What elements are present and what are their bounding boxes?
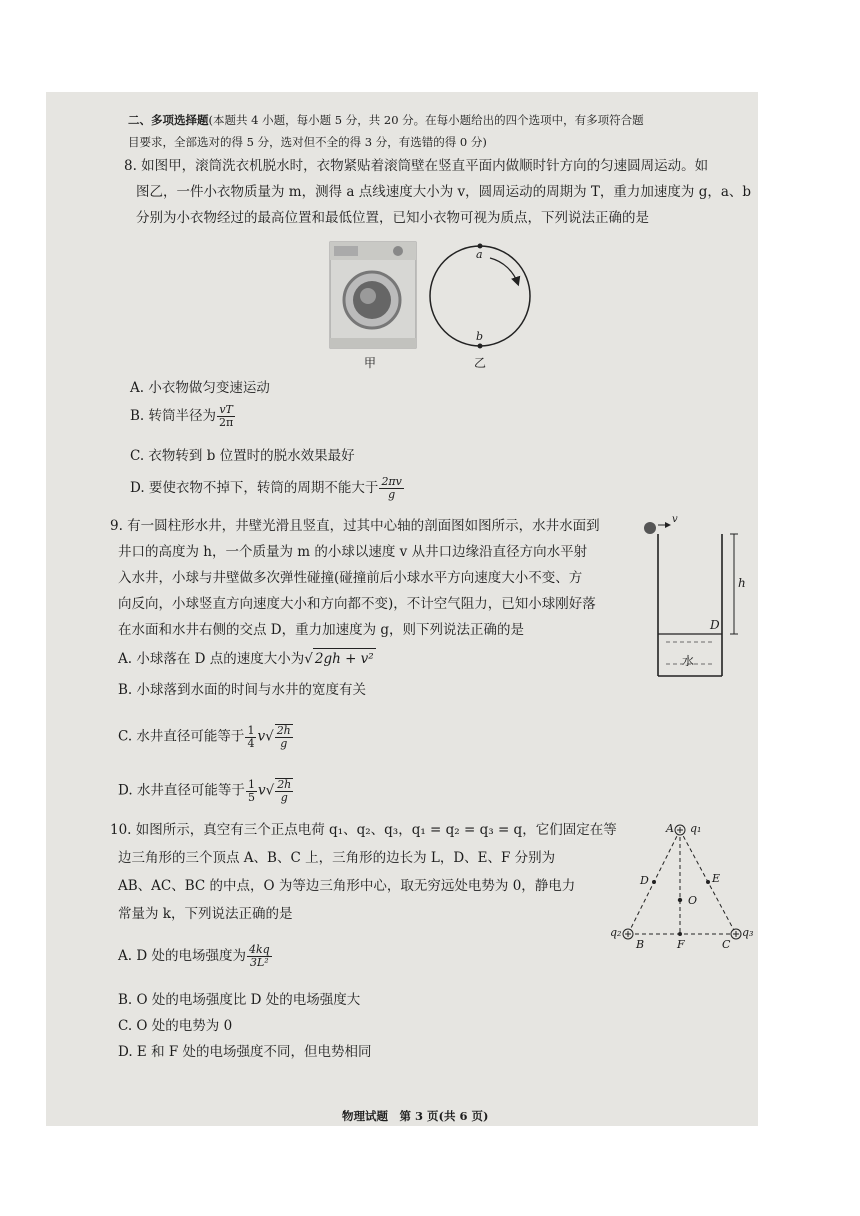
q9-d-rad-num: 2h <box>277 778 292 791</box>
q10-option-a <box>118 944 273 969</box>
midpoint-f-label: F <box>677 938 685 951</box>
midpoint-e-label: E <box>712 872 721 885</box>
q9-stem-line1: 9. 有一圆柱形水井，井壁光滑且竖直，过其中心轴的剖面图如图所示，水井水面到 <box>110 518 600 534</box>
q9-option-c: C. 水井直径可能等于 $\frac{1}{4}$ v√ $\frac{2h}{g}$ <box>118 723 291 750</box>
section-header <box>128 110 644 130</box>
charge-q2-label: q₂ <box>610 926 622 939</box>
q10-a-denominator: 3L² <box>249 956 269 969</box>
q9-c-coef-den: 4 <box>247 736 255 750</box>
q9-d-rad-den: g <box>280 791 288 804</box>
vertex-c-label: C <box>722 938 731 951</box>
q9-d-radical <box>275 778 293 804</box>
q8-option-b <box>130 404 236 434</box>
q8-d-denominator: g <box>388 488 396 501</box>
q9-c-rad-num: 2h <box>276 724 291 737</box>
q8-stem-line2: 图乙，一件小衣物质量为 m，测得 a 点线速度大小为 v，圆周运动的周期为 T，重力加速度为 g，a、b <box>136 184 752 200</box>
q9-d-coefficient <box>246 779 257 804</box>
q8-option-d-fraction <box>379 476 403 501</box>
q10-option-a-text: A. D 处的电场强度为 <box>118 948 246 964</box>
q9-option-b: B. 小球落到水面的时间与水井的宽度有关 <box>118 682 367 698</box>
vertex-a-label: A <box>666 822 674 835</box>
q9-d-v: v <box>257 782 266 799</box>
q9-c-v: v <box>257 728 266 745</box>
q9-stem-line3: 入水井，小球与井壁做多次弹性碰撞(碰撞前后小球水平方向速度大小不变、方 <box>118 570 583 586</box>
midpoint-d-label: D <box>640 874 649 887</box>
q8-d-numerator: 2πv <box>381 475 402 488</box>
q8-stem-line3: 分别为小衣物经过的最高位置和最低位置，已知小衣物可视为质点，下列说法正确的是 <box>136 210 649 226</box>
q8-option-b-text: B. 转筒半径为 <box>130 408 217 424</box>
q9-c-coefficient <box>245 725 256 750</box>
vertex-b-label: B <box>636 938 645 951</box>
q9-stem-line5: 在水面和水井右侧的交点 D，重力加速度为 g，则下列说法正确的是 <box>118 622 525 638</box>
q8-option-d <box>130 476 405 501</box>
q9-option-a-radicand: 2gh + v² <box>313 648 376 669</box>
q8-option-b-fraction <box>217 404 235 429</box>
q9-c-radical <box>275 724 293 750</box>
q9-option-a: A. 小球落在 D 点的速度大小为√ 2gh + v² <box>118 648 376 669</box>
section-heading: 二、多项选择题 <box>128 113 209 127</box>
q9-c-rad-den: g <box>280 737 288 750</box>
exam-page <box>46 92 758 1126</box>
washing-machine-figure <box>328 240 420 352</box>
well-water-label: 水 <box>682 654 695 668</box>
point-a-label: a <box>476 248 483 261</box>
section-instructions-2: 目要求，全部选对的得 5 分，选对但不全的得 3 分，有选错的得 0 分) <box>128 135 487 149</box>
q9-d-coef-den: 5 <box>247 790 255 804</box>
q9-option-c-text: C. 水井直径可能等于 <box>118 728 245 745</box>
q9-option-d: D. 水井直径可能等于 $\frac{1}{5}$ v√ $\frac{2h}{g}$ <box>118 777 292 804</box>
q8-option-a: A. 小衣物做匀变速运动 <box>130 380 270 396</box>
fig-yi-caption: 乙 <box>474 356 487 370</box>
q8-b-denominator: 2π <box>219 416 234 429</box>
q9-stem-line2: 井口的高度为 h，一个质量为 m 的小球以速度 v 从井口边缘沿直径方向水平射 <box>118 544 588 560</box>
q10-stem-line1: 10. 如图所示，真空有三个正点电荷 q₁、q₂、q₃，q₁ = q₂ = q₃ = q，它们固定在等 <box>110 822 617 838</box>
q10-option-c: C. O 处的电势为 0 <box>118 1018 233 1034</box>
q10-a-numerator: 4kq <box>248 943 270 956</box>
section-instructions-1: (本题共 4 小题，每小题 5 分，共 20 分。在每小题给出的四个选项中，有多项符合题 <box>208 113 644 127</box>
point-b-label: b <box>476 330 484 343</box>
q10-stem-line2: 边三角形的三个顶点 A、B、C 上，三角形的边长为 L，D、E、F 分别为 <box>118 850 556 866</box>
q9-stem-line4: 向反向，小球竖直方向速度大小和方向都不变)，不计空气阻力，已知小球刚好落 <box>118 596 596 612</box>
q8-b-numerator: vT <box>217 404 235 417</box>
q8-stem-line1: 8. 如图甲，滚筒洗衣机脱水时，衣物紧贴着滚筒壁在竖直平面内做顺时针方向的匀速圆周运动。如 <box>124 158 709 174</box>
well-point-d-label: D <box>710 618 720 632</box>
center-o-label: O <box>688 894 698 907</box>
q9-c-coef-num: 1 <box>247 723 255 737</box>
q8-option-c: C. 衣物转到 b 位置时的脱水效果最好 <box>130 448 355 464</box>
q9-option-a-text: A. 小球落在 D 点的速度大小为 <box>118 651 305 667</box>
q9-d-coef-num: 1 <box>247 777 255 791</box>
page-footer: 物理试题 第 3 页(共 6 页) <box>342 1109 489 1123</box>
well-velocity-label: v <box>672 514 678 525</box>
q10-stem-line3: AB、AC、BC 的中点，O 为等边三角形中心，取无穷远处电势为 0，静电力 <box>118 878 576 894</box>
well-height-label: h <box>738 576 746 590</box>
q9-option-d-text: D. 水井直径可能等于 <box>118 782 245 799</box>
q10-option-d: D. E 和 F 处的电场强度不同，但电势相同 <box>118 1044 372 1060</box>
q8-option-d-text: D. 要使衣物不掉下，转筒的周期不能大于 <box>130 480 379 496</box>
q10-option-a-fraction <box>247 944 272 969</box>
fig-jia-caption: 甲 <box>364 356 377 370</box>
charge-triangle-figure <box>616 818 756 958</box>
charge-q1-label: q₁ <box>690 822 702 835</box>
q10-option-b: B. O 处的电场强度比 D 处的电场强度大 <box>118 992 361 1008</box>
q10-stem-line4: 常量为 k，下列说法正确的是 <box>118 906 293 922</box>
charge-q3-label: q₃ <box>742 926 754 939</box>
